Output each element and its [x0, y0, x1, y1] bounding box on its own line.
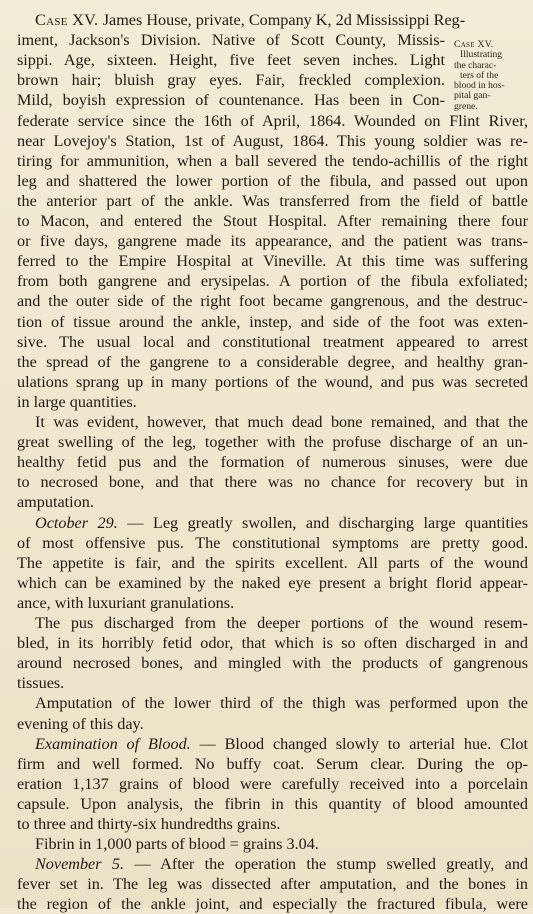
line-text: the region of the ankle joint, and especially the fractured fibula, were — [17, 895, 528, 914]
text-line — [35, 834, 319, 854]
line-text: sippi. Age, sixteen. Height, five feet seven inches. Light — [17, 51, 445, 70]
line-text: tion of tissue around the ankle, instep, and side of the foot was exten- — [17, 312, 528, 331]
line-text: Fibrin in 1,000 parts of blood = grains 3.04. — [35, 835, 319, 854]
line-text: to necrosed bone, and that there was no chance for recovery but in — [17, 473, 528, 492]
text-line — [17, 452, 528, 472]
line-text: of most offensive pus. The constitutional symptoms are pretty good. — [17, 533, 528, 552]
text-line — [17, 90, 445, 110]
line-text: sive. The usual local and constitutional treatment appeared to arrest — [17, 332, 528, 351]
line-text: and the outer side of the right foot became gangrenous, and the destruc- — [17, 292, 528, 311]
text-line — [17, 312, 528, 332]
line-text: the anterior part of the ankle. Was transferred from the field of battle — [17, 191, 528, 210]
line-text: ulations sprang up in many portions of the wound, and pus was secreted — [17, 372, 528, 391]
line-text: around necrosed bones, and mingled with the products of gangrenous — [17, 654, 528, 673]
text-line — [17, 70, 445, 90]
line-text: which can be examined by the naked eye present a bright florid appear- — [17, 573, 528, 592]
line-text: Mild, boyish expression of countenance. Has been in Con- — [17, 91, 445, 110]
line-text: tissues. — [17, 674, 65, 693]
line-text: iment, Jackson's Division. Native of Scott County, Missis- — [17, 31, 445, 50]
text-line — [17, 754, 528, 774]
line-text: evening of this day. — [17, 714, 144, 733]
line-text: to Macon, and entered the Stout Hospital. After remaining there four — [17, 212, 528, 230]
margin-note: Case XV. Illustrating the charac- ters of the blood in hos- pital gan- grene. — [454, 39, 505, 112]
text-line — [35, 854, 528, 874]
line-text: eration 1,137 grains of blood were carefully received into a porcelain — [17, 774, 528, 793]
text-line — [17, 151, 528, 171]
text-line — [35, 513, 528, 533]
text-line — [35, 734, 528, 754]
line-text: brown hair; bluish gray eyes. Fair, freckled complexion. — [17, 71, 445, 90]
line-text: near Lovejoy's Station, 1st of August, 1864. This young soldier was re- — [17, 131, 528, 150]
text-line — [35, 693, 528, 713]
text-line — [35, 10, 466, 30]
text-line — [17, 533, 528, 553]
text-line — [17, 211, 528, 231]
text-line — [17, 332, 528, 352]
italic-heading: Examination of Blood. — [35, 734, 200, 753]
line-text: tiring for ammunition, when a ball severed the tendo-achillis of the right — [17, 151, 528, 170]
text-line — [17, 171, 528, 191]
italic-heading: October 29. — [35, 513, 128, 532]
line-text: ance, with luxuriant granulations. — [17, 593, 235, 612]
line-text: The pus discharged from the deeper portions of the wound resem- — [35, 614, 528, 632]
text-line — [17, 774, 528, 794]
line-text: It was evident, however, that much dead bone remained, and that the — [35, 413, 528, 431]
text-line — [17, 714, 144, 734]
text-line — [17, 593, 234, 613]
line-text: or five days, gangrene made its appearance, and the patient was trans- — [17, 232, 528, 251]
line-text: firm and well formed. No buffy coat. Serum clear. During the op- — [17, 754, 528, 773]
text-line — [17, 251, 528, 271]
line-text: James House, private, Company K, 2d Mississippi Reg- — [102, 11, 466, 29]
line-text: great swelling of the leg, together with the profuse discharge of an un- — [17, 433, 528, 452]
line-text: fever set in. The leg was dissected after amputation, and the bones in — [17, 875, 528, 894]
text-line — [17, 291, 528, 311]
line-text: The appetite is fair, and the spirits excellent. All parts of the wound — [17, 553, 528, 572]
text-line — [17, 874, 528, 894]
text-line — [17, 814, 280, 834]
text-line — [35, 613, 528, 633]
text-line — [17, 673, 64, 693]
text-line — [17, 492, 94, 512]
line-text: leg and shattered the lower portion of the fibula, and passed out upon — [17, 171, 528, 190]
text-line — [17, 131, 528, 151]
text-line — [17, 352, 528, 372]
line-text: in large quantities. — [17, 392, 137, 411]
text-line — [17, 794, 528, 814]
text-line — [17, 573, 528, 593]
line-text: — After the operation the stump swelled greatly, and — [134, 855, 529, 874]
text-line — [17, 111, 528, 131]
italic-heading: November 5. — [35, 855, 135, 874]
text-line — [17, 633, 528, 653]
text-line — [17, 50, 445, 70]
line-text: amputation. — [17, 493, 94, 512]
line-text: capsule. Upon analysis, the fibrin in this quantity of blood amounted — [17, 794, 528, 813]
text-line — [17, 653, 528, 673]
text-line — [17, 472, 528, 492]
text-line — [17, 191, 528, 211]
text-line — [17, 432, 528, 452]
line-text: — Blood changed slowly to arterial hue. Clot — [199, 734, 528, 753]
line-text: healthy fetid pus and the formation of numerous sinuses, were due — [17, 453, 528, 472]
text-line — [35, 412, 528, 432]
text-line — [17, 271, 528, 291]
text-line — [17, 392, 137, 412]
text-line — [17, 553, 528, 573]
line-text: the spread of the gangrene to a considerable degree, and healthy gran- — [17, 352, 528, 371]
line-text: bled, in its horribly fetid odor, that which is so often discharged in and — [17, 634, 528, 653]
text-line — [17, 372, 528, 392]
line-text: to three and thirty-six hundredths grains. — [17, 815, 281, 833]
line-text: — Leg greatly swollen, and discharging large quantities — [127, 513, 528, 532]
text-line — [17, 894, 528, 914]
case-heading: Case XV. — [35, 11, 103, 29]
line-text: federate service since the 16th of April, 1864. Wounded on Flint River, — [17, 111, 528, 130]
line-text: Amputation of the lower third of the thigh was performed upon the — [35, 694, 528, 713]
text-line — [17, 231, 528, 251]
line-text: from both gangrene and erysipelas. A portion of the fibula exfoliated; — [17, 272, 528, 291]
text-line — [17, 30, 445, 50]
line-text: ferred to the Empire Hospital at Vineville. At this time was suffering — [17, 252, 528, 271]
